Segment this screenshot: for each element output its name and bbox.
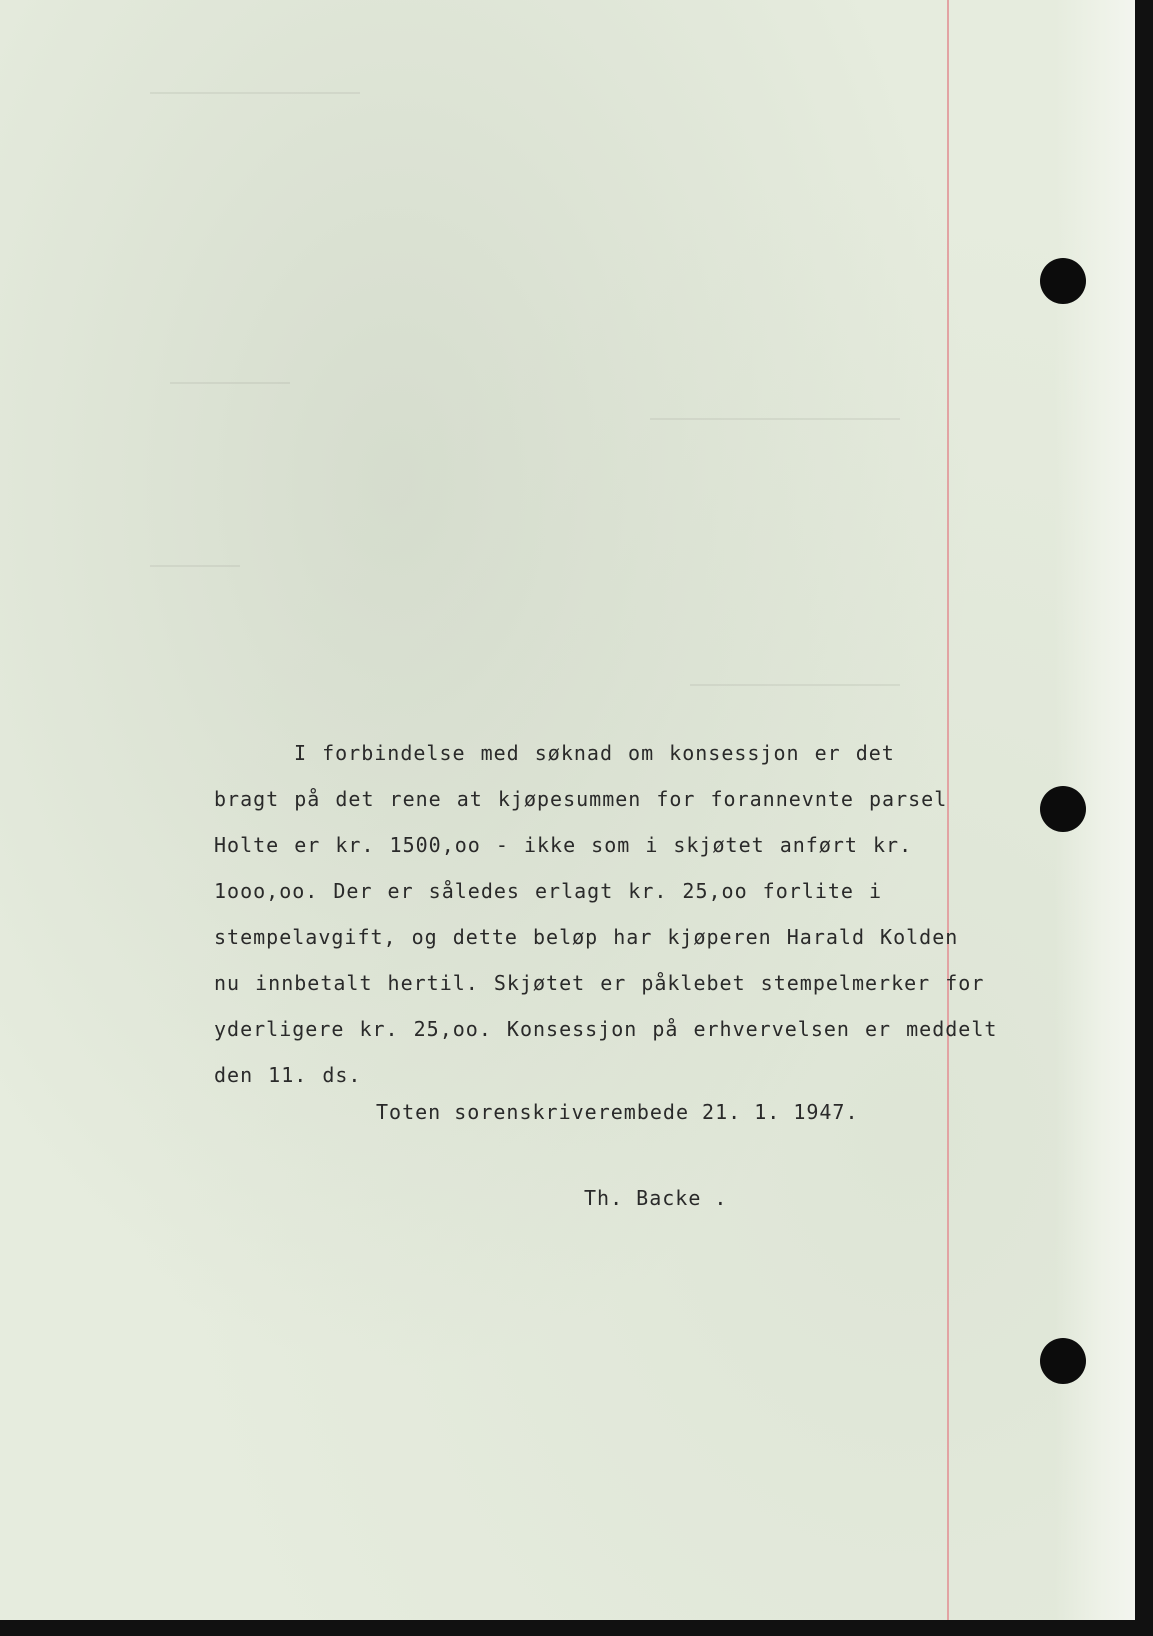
paragraph-line: den 11. ds. bbox=[214, 1063, 362, 1087]
paragraph bbox=[214, 730, 1014, 1098]
paragraph-line: bragt på det rene at kjøpesummen for forannevnte parsel bbox=[214, 787, 948, 811]
bleed-through-mark bbox=[470, 200, 481, 240]
paragraph-line: nu innbetalt hertil. Skjøtet er påklebet stempelmerker for bbox=[214, 971, 985, 995]
punch-hole bbox=[1040, 786, 1086, 832]
paragraph-line: I forbindelse med søknad om konsessjon er det bbox=[294, 741, 895, 765]
bleed-through-line bbox=[690, 684, 900, 686]
bleed-through-line bbox=[170, 382, 290, 384]
place-and-date: Toten sorenskriverembede 21. 1. 1947. bbox=[376, 1100, 859, 1124]
punch-hole bbox=[1040, 258, 1086, 304]
paragraph-line: stempelavgift, og dette beløp har kjøperen Harald Kolden bbox=[214, 925, 959, 949]
signature: Th. Backe . bbox=[584, 1186, 728, 1210]
paragraph-line: 1ooo,oo. Der er således erlagt kr. 25,oo forlite i bbox=[214, 879, 883, 903]
bleed-through-line bbox=[150, 565, 240, 567]
bleed-through-line bbox=[150, 92, 360, 94]
paragraph-line: yderligere kr. 25,oo. Konsessjon på erhvervelsen er meddelt bbox=[214, 1017, 998, 1041]
punch-hole bbox=[1040, 1338, 1086, 1384]
bleed-through-line bbox=[650, 418, 900, 420]
paragraph-line: Holte er kr. 1500,oo - ikke som i skjøtet anført kr. bbox=[214, 833, 913, 857]
